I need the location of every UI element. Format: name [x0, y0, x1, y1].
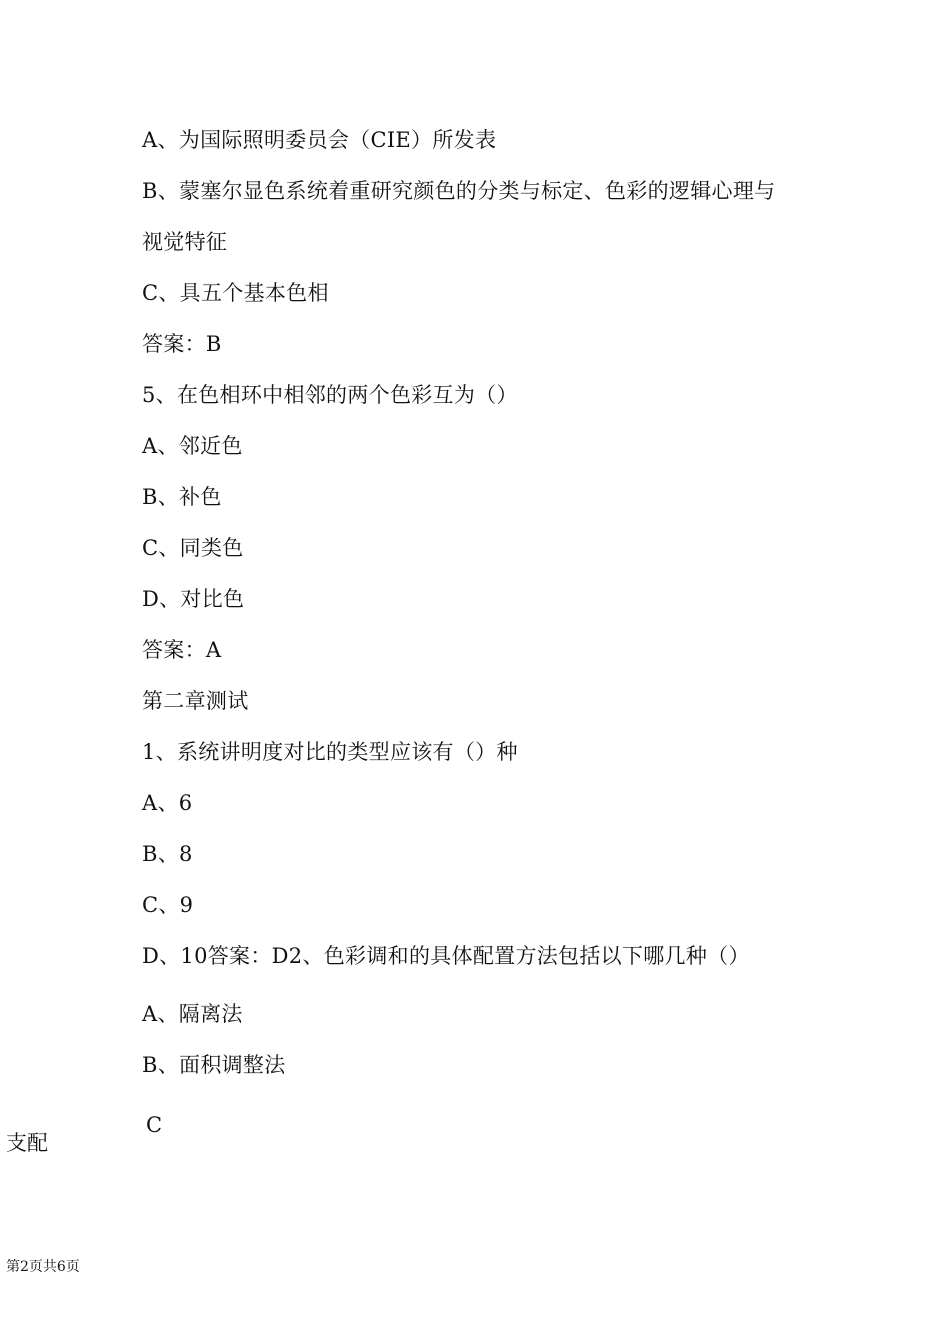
- option-line: B、补色: [142, 485, 222, 509]
- option-line: A、邻近色: [142, 434, 243, 458]
- option-line: B、蒙塞尔显色系统着重研究颜色的分类与标定、色彩的逻辑心理与: [142, 179, 776, 203]
- clipped-option-fragment: [146, 1110, 163, 1137]
- option-line: A、隔离法: [142, 1002, 243, 1026]
- option-line: B、面积调整法: [142, 1053, 286, 1077]
- clipped-side-fragment: [6, 1125, 48, 1155]
- chapter-heading: 第二章测试: [142, 689, 249, 713]
- clipped-side-text: 支配: [6, 1131, 48, 1155]
- option-line-continuation: 视觉特征: [142, 230, 228, 254]
- question-line: 5、在色相环中相邻的两个色彩互为（）: [142, 383, 518, 407]
- option-line: A、6: [142, 791, 193, 815]
- answer-line: 答案：A: [142, 638, 222, 662]
- option-line: C、具五个基本色相: [142, 281, 329, 305]
- option-line: C、9: [142, 893, 194, 917]
- answer-line: 答案：B: [142, 332, 222, 356]
- question-line: 1、系统讲明度对比的类型应该有（）种: [142, 740, 518, 764]
- clipped-option-text: C: [146, 1113, 163, 1137]
- option-line: D、10答案：D2、色彩调和的具体配置方法包括以下哪几种（）: [142, 944, 750, 968]
- option-line: C、同类色: [142, 536, 244, 560]
- option-line: B、8: [142, 842, 193, 866]
- option-line: D、对比色: [142, 587, 245, 611]
- option-line: A、为国际照明委员会（CIE）所发表: [142, 128, 497, 152]
- page-number-footer: 第2页共6页: [6, 1259, 80, 1275]
